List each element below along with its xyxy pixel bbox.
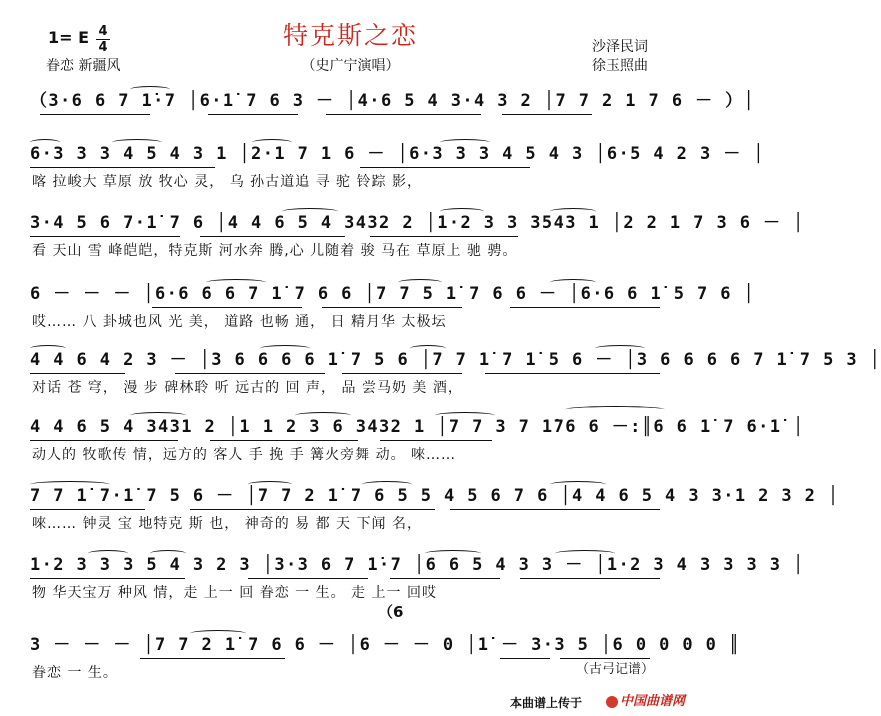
slur-mark	[112, 139, 162, 146]
notation-line: 3 － － － │7 7 2 1̇ 7 6 6 － │6 － － 0 │1̇ － 3·3 5 │6 0 0 0 0 ║	[30, 635, 741, 655]
lyrics-line: 看 天山 雪 峰皑皑，特克斯 河水奔 腾,心 儿随着 骏 马在 草原上 驰 骋。	[32, 243, 518, 259]
slur-mark	[88, 550, 128, 557]
beam-mark	[30, 167, 215, 168]
beam-mark	[510, 307, 660, 308]
beam-mark	[30, 236, 180, 237]
composer-credit: 徐玉照曲	[592, 58, 648, 74]
beam-mark	[520, 578, 660, 579]
lyrics-line: 哎…… 八 卦城也风 光 美， 道路 也畅 通， 日 精月华 太极坛	[32, 314, 447, 330]
slur-mark	[410, 345, 446, 352]
slur-mark	[248, 481, 292, 488]
ending-note: （6	[378, 603, 404, 621]
beam-mark	[30, 509, 145, 510]
notation-line: 6 － － － │6·6 6 6 7 1̇ 7 6 6 │7 7 5 1̇ 7 6 6 － │6·6 6 1̇ 5 7 6 │	[30, 284, 756, 304]
slur-mark	[425, 550, 481, 557]
beam-mark	[30, 373, 125, 374]
slur-mark	[30, 139, 60, 146]
slur-mark	[362, 481, 412, 488]
lyrics-line: 眷恋 一 生。	[32, 665, 118, 681]
time-signature-bottom: 4	[98, 40, 108, 55]
notation-line: 4 4 6 4 2 3 － │3 6 6 6 6 1̇ 7 5 6 │7 7 1̇ 7 1̇ 5 6 － │3 6 6 6 6 7 1̇ 7 5 3 │	[30, 350, 881, 370]
notation-line: 7 7 1̇ 7·1̇ 7 5 6 － │7 7 2 1̇ 7 6 5 5 4 5 6 7 6 │4 4 6 5 4 3 3·1 2 3 2 │	[30, 486, 840, 506]
lyrics-line: 物 华天宝万 种风 情，走 上一 回 眷恋 一 生。 走 上一 回哎	[32, 585, 437, 601]
lyrics-line: 动人的 牧歌传 情，远方的 客人 手 挽 手 篝火旁舞 动。 唻……	[32, 447, 457, 463]
slur-mark	[252, 139, 292, 146]
slur-mark	[150, 550, 186, 557]
slur-mark	[30, 481, 110, 488]
lyrics-line: 唻…… 钟灵 宝 地特克 斯 也， 神奇的 易 都 天 下闻 名，	[32, 516, 422, 532]
lyrics-line: 对话 苍 穹， 漫 步 碑林聆 听 远古的 回 声， 品 尝马奶 美 酒，	[32, 380, 463, 396]
site-logo-text: 中国曲谱网	[620, 694, 686, 709]
beam-mark	[450, 509, 660, 510]
lyrics-line: 喀 拉峻大 草原 放 牧心 灵， 乌 孙古道追 寻 驼 铃踪 影，	[32, 174, 422, 190]
slur-mark	[435, 412, 495, 419]
beam-mark	[30, 440, 178, 441]
beam-mark	[370, 236, 518, 237]
beam-mark	[140, 658, 285, 659]
slur-mark	[595, 345, 645, 352]
upload-note: 本曲谱上传于	[510, 696, 583, 710]
song-title: 特克斯之恋	[282, 21, 418, 50]
beam-mark	[500, 658, 550, 659]
beam-mark	[248, 578, 368, 579]
style-note: 眷恋 新疆风	[46, 58, 121, 74]
beam-mark	[380, 440, 492, 441]
slur-mark	[550, 481, 606, 488]
time-signature-top: 4	[98, 24, 108, 39]
slur-mark	[130, 412, 186, 419]
slur-mark	[206, 279, 266, 286]
slur-mark	[550, 279, 596, 286]
slur-mark	[555, 550, 615, 557]
song-subtitle: （史广宁演唱）	[301, 58, 400, 74]
notation-line: （3·6 6 7 1̇·7 │6·1̇ 7 6 3 － │4·6 5 4 3·4 3 2 │7 7 2 1 7 6 － ）│	[30, 91, 756, 111]
slur-mark	[565, 406, 665, 413]
slur-mark	[282, 208, 338, 215]
beam-mark	[175, 373, 325, 374]
slur-mark	[30, 345, 66, 352]
beam-mark	[322, 307, 462, 308]
beam-mark	[152, 307, 302, 308]
notation-line: 1·2 3 3 3 5 4 3 2 3 │3·3 6 7 1̇·7 │6 6 5 4 3 3 － │1·2 3 4 3 3 3 3 │	[30, 555, 805, 575]
notation-line: 6·3 3 3 4 5 4 3 1 │2·1 7 1 6 － │6·3 3 3 4 5 4 3 │6·5 4 2 3 － │	[30, 144, 765, 164]
slur-mark	[260, 345, 310, 352]
slur-mark	[550, 208, 596, 215]
slur-mark	[398, 279, 442, 286]
beam-mark	[200, 236, 345, 237]
beam-mark	[502, 114, 592, 115]
beam-mark	[326, 114, 481, 115]
notation-credit: （古弓记谱）	[576, 662, 655, 677]
beam-mark	[190, 509, 435, 510]
site-logo	[606, 690, 685, 709]
beam-mark	[40, 114, 150, 115]
beam-mark	[208, 114, 298, 115]
slur-mark	[130, 86, 170, 93]
beam-mark	[485, 373, 660, 374]
beam-mark	[210, 440, 358, 441]
lyricist-credit: 沙泽民词	[592, 39, 648, 55]
key-signature: 1= E	[48, 28, 90, 47]
slur-mark	[440, 139, 490, 146]
slur-mark	[295, 412, 351, 419]
globe-icon	[606, 696, 618, 708]
notation-line: 4 4 6 5 4 3431 2 │1 1 2 3 6 3432 1 │7 7 3 7 1̇76 6 －:║6 6 1̇ 7 6·1̇ │	[30, 417, 805, 437]
beam-mark	[360, 167, 530, 168]
beam-mark	[30, 578, 185, 579]
notation-line: 3·4 5 6 7·1̇ 7 6 │4 4 6 5 4 3432 2 │1·2 3 3 3543 1 │2 2 1 7 3 6 － │	[30, 213, 805, 233]
beam-mark	[390, 578, 500, 579]
slur-mark	[190, 630, 246, 637]
slur-mark	[440, 208, 484, 215]
beam-mark	[342, 373, 462, 374]
